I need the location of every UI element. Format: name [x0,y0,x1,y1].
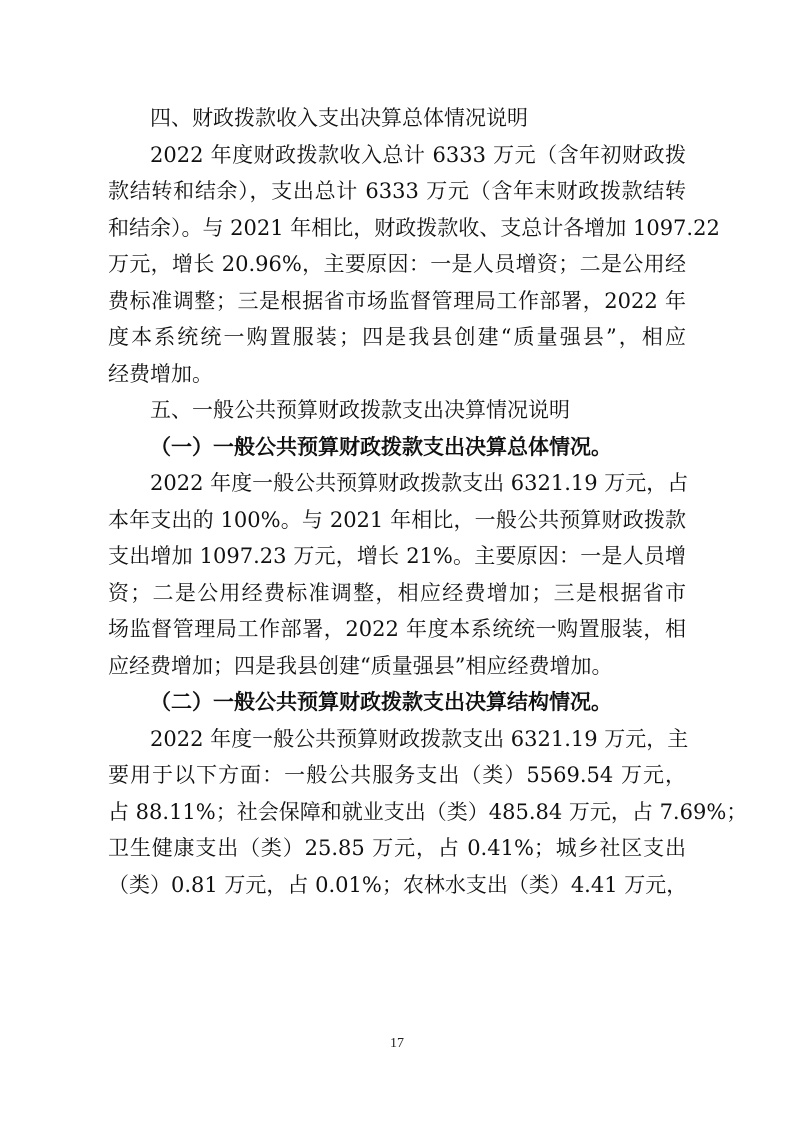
subsection-heading-1: （一）一般公共预算财政拨款支出决算总体情况。 [150,433,612,459]
paragraph-line: 本年支出的 100%。与 2021 年相比，一般公共预算财政拨款 [108,507,686,532]
paragraph-line: 万元，增长 20.96%，主要原因：一是人员增资；二是公用经 [108,252,686,276]
document-page [108,100,748,903]
section-4-paragraph [108,137,720,393]
paragraph-line: 经费增加。 [108,361,213,386]
subsection-heading-2: （二）一般公共预算财政拨款支出决算结构情况。 [150,689,612,714]
subsection-1-paragraph [108,465,689,684]
paragraph-line: 和结余）。与 2021 年相比，财政拨款收、支总计各增加 1097.22 [108,215,720,240]
paragraph-line: 卫生健康支出（类）25.85 万元，占 0.41%；城乡社区支出 [108,836,686,860]
subsection-2-paragraph [108,721,748,904]
section-heading-4: 四、财政拨款收入支出决算总体情况说明 [150,106,528,130]
paragraph-line: 款结转和结余），支出总计 6333 万元（含年末财政拨款结转 [108,179,686,203]
paragraph-line: 支出增加 1097.23 万元，增长 21%。主要原因：一是人员增 [108,544,686,568]
paragraph-line: 要用于以下方面：一般公共服务支出（类）5569.54 万元， [108,763,686,787]
paragraph-line: 占 88.11%；社会保障和就业支出（类）485.84 万元，占 7.69%； [108,799,748,824]
section-heading-5: 五、一般公共预算财政拨款支出决算情况说明 [150,398,570,422]
page-number: 17 [390,1036,404,1051]
paragraph-line: 度本系统统一购置服装；四是我县创建“质量强县”，相应 [108,325,686,349]
paragraph-line: 2022 年度一般公共预算财政拨款支出 6321.19 万元，主 [150,726,689,751]
paragraph-line: （类）0.81 万元，占 0.01%；农林水支出（类）4.41 万元， [108,872,688,897]
paragraph-line: 费标准调整；三是根据省市场监督管理局工作部署，2022 年 [108,288,686,313]
paragraph-line: 2022 年度财政拨款收入总计 6333 万元（含年初财政拨 [150,142,686,167]
paragraph-line: 场监督管理局工作部署，2022 年度本系统统一购置服装，相 [108,617,686,641]
paragraph-line: 2022 年度一般公共预算财政拨款支出 6321.19 万元，占 [150,471,689,495]
paragraph-line: 应经费增加；四是我县创建“质量强县”相应经费增加。 [108,653,613,678]
paragraph-line: 资；二是公用经费标准调整，相应经费增加；三是根据省市 [108,580,686,605]
